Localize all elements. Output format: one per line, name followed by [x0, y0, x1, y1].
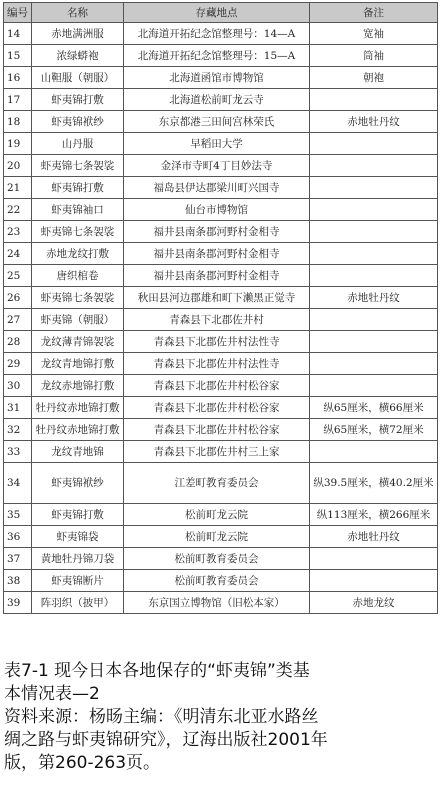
cell-name: 虾夷锦打敷 — [32, 177, 124, 199]
cell-number: 28 — [4, 331, 32, 353]
table-row — [4, 397, 438, 419]
cell-place: 松前町教育委员会 — [124, 548, 310, 570]
table-row — [4, 592, 438, 614]
cell-note — [310, 221, 438, 243]
cell-number: 35 — [4, 504, 32, 526]
cell-name: 山靼服（朝服） — [32, 67, 124, 89]
collection-table — [3, 2, 438, 614]
cell-place: 北海道开拓纪念馆整理号：14—A — [124, 23, 310, 45]
cell-place: 青森县下北郡佐井村三上家 — [124, 441, 310, 463]
cell-place: 青森县下北郡佐井村松谷家 — [124, 419, 310, 441]
table-row — [4, 526, 438, 548]
cell-name: 虾夷锦袱纱 — [32, 111, 124, 133]
cell-name: 龙纹赤地锦打敷 — [32, 375, 124, 397]
cell-note: 纵39.5厘米，横40.2厘米 — [310, 463, 438, 504]
table-row — [4, 375, 438, 397]
cell-name: 虾夷锦袋 — [32, 526, 124, 548]
cell-name: 牡丹纹赤地锦打敷 — [32, 419, 124, 441]
cell-number: 25 — [4, 265, 32, 287]
cell-place: 北海道函馆市博物馆 — [124, 67, 310, 89]
cell-place: 松前町龙云院 — [124, 526, 310, 548]
table-row — [4, 548, 438, 570]
cell-place: 福井县南条郡河野村金相寺 — [124, 221, 310, 243]
cell-number: 33 — [4, 441, 32, 463]
table-row — [4, 243, 438, 265]
table-row — [4, 331, 438, 353]
cell-place: 江差町教育委员会 — [124, 463, 310, 504]
cell-number: 39 — [4, 592, 32, 614]
caption-line: 表7-1 现今日本各地保存的“虾夷锦”类基 — [4, 661, 310, 681]
cell-name: 山丹服 — [32, 133, 124, 155]
cell-number: 23 — [4, 221, 32, 243]
cell-note: 赤地牡丹纹 — [310, 526, 438, 548]
cell-number: 27 — [4, 309, 32, 331]
table-row — [4, 23, 438, 45]
cell-place: 青森县下北郡佐井村法性寺 — [124, 353, 310, 375]
cell-note: 纵113厘米，横266厘米 — [310, 504, 438, 526]
cell-note: 朝袍 — [310, 67, 438, 89]
cell-place: 北海道松前町龙云寺 — [124, 89, 310, 111]
cell-place: 东京国立博物馆（旧松本家） — [124, 592, 310, 614]
cell-name: 虾夷锦袱纱 — [32, 463, 124, 504]
cell-note — [310, 331, 438, 353]
cell-note — [310, 309, 438, 331]
table-row — [4, 199, 438, 221]
cell-place: 福井县南条郡河野村金相寺 — [124, 265, 310, 287]
cell-place: 福井县南条郡河野村金相寺 — [124, 243, 310, 265]
cell-name: 龙纹青地锦 — [32, 441, 124, 463]
cell-number: 26 — [4, 287, 32, 309]
cell-number: 24 — [4, 243, 32, 265]
cell-note — [310, 265, 438, 287]
cell-name: 虾夷锦七条袈裟 — [32, 155, 124, 177]
cell-note — [310, 441, 438, 463]
cell-name: 龙纹薄青锦袈裟 — [32, 331, 124, 353]
cell-name: 赤地龙纹打敷 — [32, 243, 124, 265]
table-header-row — [4, 3, 438, 23]
cell-name: 虾夷锦断片 — [32, 570, 124, 592]
cell-name: 黄地牡丹锦刀袋 — [32, 548, 124, 570]
table-row — [4, 570, 438, 592]
cell-note — [310, 89, 438, 111]
cell-number: 31 — [4, 397, 32, 419]
caption-line: 本情况表—2 — [4, 684, 100, 704]
header-place: 存藏地点 — [124, 3, 310, 23]
table-row — [4, 463, 438, 504]
cell-note: 赤地龙纹 — [310, 592, 438, 614]
cell-number: 37 — [4, 548, 32, 570]
cell-name: 虾夷锦打敷 — [32, 89, 124, 111]
table-row — [4, 419, 438, 441]
cell-note — [310, 243, 438, 265]
cell-name: 阵羽织（披甲） — [32, 592, 124, 614]
table-row — [4, 89, 438, 111]
cell-note: 宽袖 — [310, 23, 438, 45]
cell-place: 松前町教育委员会 — [124, 570, 310, 592]
source-line: 绸之路与虾夷锦研究》，辽海出版社2001年 — [4, 730, 328, 750]
cell-number: 16 — [4, 67, 32, 89]
header-number: 编号 — [4, 3, 32, 23]
cell-number: 36 — [4, 526, 32, 548]
cell-note — [310, 155, 438, 177]
cell-note: 赤地牡丹纹 — [310, 111, 438, 133]
table-caption — [4, 660, 436, 775]
table-row — [4, 177, 438, 199]
cell-place: 金泽市寺町4丁目妙法寺 — [124, 155, 310, 177]
cell-name: 虾夷锦（朝服） — [32, 309, 124, 331]
cell-place: 青森县下北郡佐井村法性寺 — [124, 331, 310, 353]
cell-name: 牡丹纹赤地锦打敷 — [32, 397, 124, 419]
cell-number: 32 — [4, 419, 32, 441]
cell-note — [310, 133, 438, 155]
table-row — [4, 133, 438, 155]
cell-note — [310, 570, 438, 592]
cell-note — [310, 375, 438, 397]
header-name: 名称 — [32, 3, 124, 23]
cell-note: 纵65厘米，横72厘米 — [310, 419, 438, 441]
cell-number: 18 — [4, 111, 32, 133]
cell-name: 龙纹青地锦打敷 — [32, 353, 124, 375]
table-row — [4, 504, 438, 526]
cell-place: 青森县下北郡佐井村 — [124, 309, 310, 331]
cell-note: 纵65厘米，横66厘米 — [310, 397, 438, 419]
cell-name: 浓绿蟒袍 — [32, 45, 124, 67]
cell-number: 14 — [4, 23, 32, 45]
table-row — [4, 155, 438, 177]
cell-place: 青森县下北郡佐井村松谷家 — [124, 397, 310, 419]
cell-place: 早稻田大学 — [124, 133, 310, 155]
cell-note — [310, 177, 438, 199]
source-line: 资料来源：杨旸主编：《明清东北亚水路丝 — [4, 707, 319, 727]
cell-note — [310, 548, 438, 570]
source-line: 版，第260-263页。 — [4, 753, 161, 773]
cell-note — [310, 353, 438, 375]
cell-note — [310, 199, 438, 221]
table-row — [4, 265, 438, 287]
cell-number: 15 — [4, 45, 32, 67]
cell-name: 虾夷锦七条袈裟 — [32, 221, 124, 243]
table-row — [4, 309, 438, 331]
cell-note: 赤地牡丹纹 — [310, 287, 438, 309]
cell-number: 30 — [4, 375, 32, 397]
cell-name: 虾夷锦袖口 — [32, 199, 124, 221]
cell-name: 虾夷锦七条袈裟 — [32, 287, 124, 309]
cell-number: 21 — [4, 177, 32, 199]
table-row — [4, 287, 438, 309]
table-row — [4, 353, 438, 375]
cell-name: 唐织棺卷 — [32, 265, 124, 287]
cell-number: 22 — [4, 199, 32, 221]
cell-place: 秋田县河边郡雄和町下濑黑正觉寺 — [124, 287, 310, 309]
cell-place: 北海道开拓纪念馆整理号：15—A — [124, 45, 310, 67]
cell-name: 赤地满洲服 — [32, 23, 124, 45]
cell-note: 筒袖 — [310, 45, 438, 67]
cell-number: 17 — [4, 89, 32, 111]
cell-place: 松前町龙云院 — [124, 504, 310, 526]
cell-number: 29 — [4, 353, 32, 375]
header-note: 备注 — [310, 3, 438, 23]
cell-place: 福岛县伊达郡梁川町兴国寺 — [124, 177, 310, 199]
cell-place: 青森县下北郡佐井村松谷家 — [124, 375, 310, 397]
table-row — [4, 441, 438, 463]
table-row — [4, 67, 438, 89]
cell-number: 19 — [4, 133, 32, 155]
table-row — [4, 111, 438, 133]
cell-number: 34 — [4, 463, 32, 504]
cell-number: 38 — [4, 570, 32, 592]
cell-number: 20 — [4, 155, 32, 177]
table-row — [4, 221, 438, 243]
cell-name: 虾夷锦打敷 — [32, 504, 124, 526]
cell-place: 仙台市博物馆 — [124, 199, 310, 221]
cell-place: 东京都港三田间宫林荣氏 — [124, 111, 310, 133]
table-row — [4, 45, 438, 67]
